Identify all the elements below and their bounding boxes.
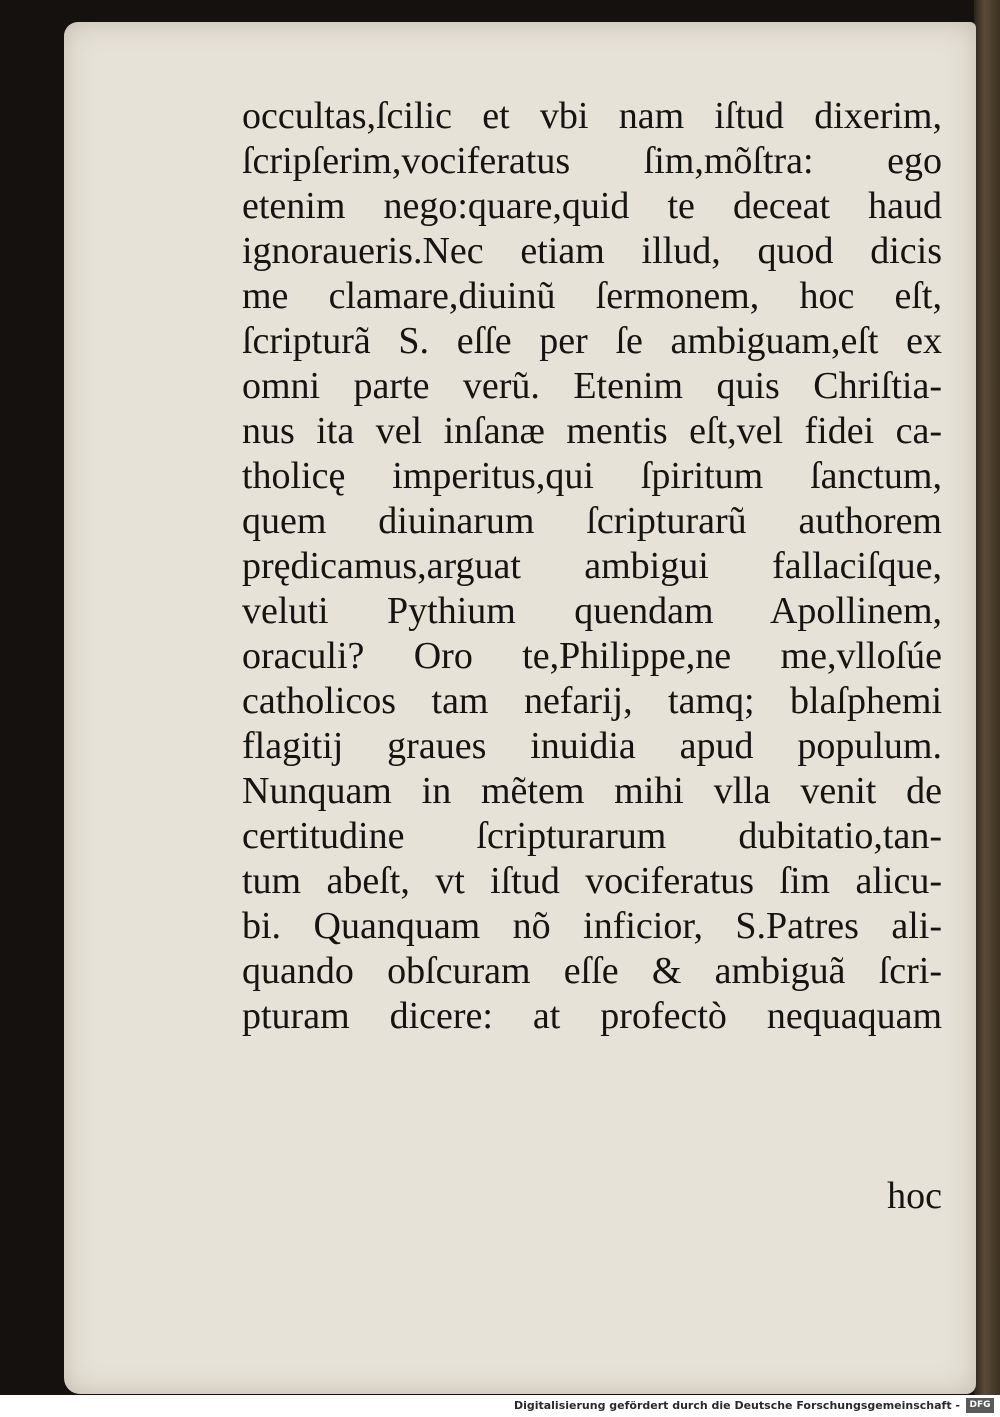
text-line: catholicos tam nefarij, tamq; blaſphemi — [242, 680, 942, 722]
funding-credit: Digitalisierung gefördert durch die Deutsche Forschungsgemeinschaft - — [513, 1399, 960, 1412]
dfg-logo-icon: DFG — [966, 1398, 994, 1413]
text-line: oraculi? Oro te,Philippe,ne me,vlloſúe — [242, 635, 942, 677]
text-line: prędicamus,arguat ambigui fallaciſque, — [242, 545, 942, 587]
text-line: ſcripturã S. eſſe per ſe ambiguam,eſt ex — [242, 320, 942, 362]
text-line: flagitij graues inuidia apud populum. — [242, 725, 942, 767]
text-line: etenim nego:quare,quid te deceat haud — [242, 185, 942, 227]
text-line: occultas,ſcilic et vbi nam iſtud dixerim, — [242, 95, 942, 137]
footer-bar — [0, 1395, 1000, 1417]
text-line: pturam dicere: at profectò nequaquam — [242, 995, 942, 1037]
text-line: veluti Pythium quendam Apollinem, — [242, 590, 942, 632]
text-line: me clamare,diuinũ ſermonem, hoc eſt, — [242, 275, 942, 317]
text-line: quem diuinarum ſcripturarũ authorem — [242, 500, 942, 542]
text-line: ſcripſerim,vociferatus ſim,mõſtra: ego — [242, 140, 942, 182]
text-line: Nunquam in mẽtem mihi vlla venit de — [242, 770, 942, 812]
text-line: certitudine ſcripturarum dubitatio,tan- — [242, 815, 942, 857]
text-line: omni parte verũ. Etenim quis Chriſtia- — [242, 365, 942, 407]
page-text-block — [242, 94, 942, 1039]
book-edge — [974, 0, 1000, 1395]
text-line: nus ita vel inſanæ mentis eſt,vel fidei ca- — [242, 410, 942, 452]
text-line: bi. Quanquam nõ inficior, S.Patres ali- — [242, 905, 942, 947]
text-line: quando obſcuram eſſe & ambiguã ſcri- — [242, 950, 942, 992]
text-line: tum abeſt, vt iſtud vociferatus ſim alicu- — [242, 860, 942, 902]
text-line: ignoraueris.Nec etiam illud, quod dicis — [242, 230, 942, 272]
text-line: tholicę imperitus,qui ſpiritum ſanctum, — [242, 455, 942, 497]
catchword: hoc — [887, 1175, 942, 1217]
